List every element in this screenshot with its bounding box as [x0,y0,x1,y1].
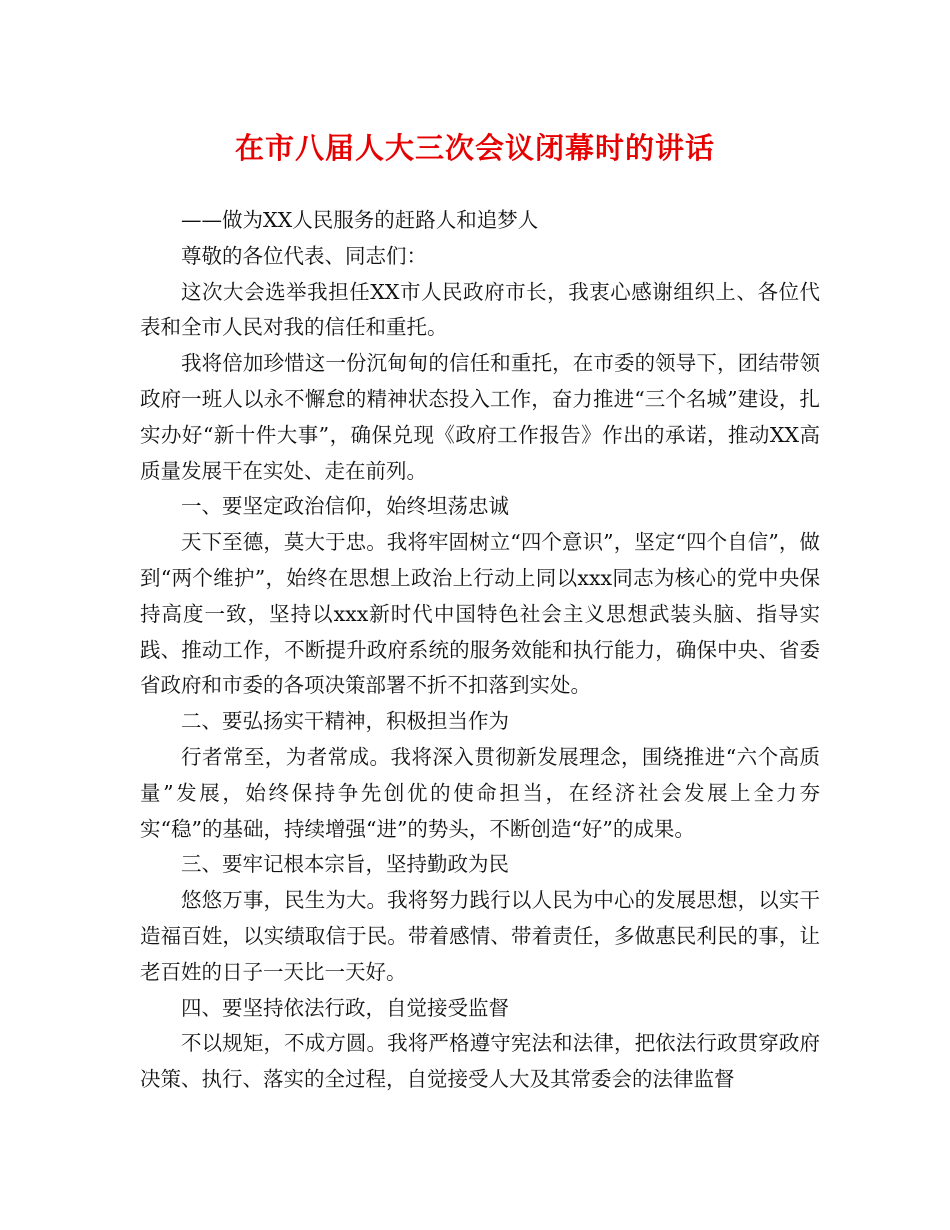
document-title: 在市八届人大三次会议闭幕时的讲话 [234,131,715,165]
section-heading: 一、要坚定政治信仰，始终坦荡忠诚 [181,494,509,519]
section-heading: 四、要坚持依法行政，自觉接受监督 [181,995,509,1020]
paragraph: 我将倍加珍惜这一份沉甸甸的信任和重托，在市委的领导下，团结带领政府一班人以永不懈怠的精神状态投入工作，奋力推进“三个名城”建设，扎实办好“新十件大事”，确保兑现《政府工作报告》作出的承诺，推动XX高质量发展干在实处、走在前列。 [140,351,820,483]
section-heading: 三、要牢记根本宗旨，坚持勤政为民 [181,852,509,877]
paragraph: 悠悠万事，民生为大。我将努力践行以人民为中心的发展思想，以实干造福百姓，以实绩取信于民。带着感情、带着责任，多做惠民利民的事，让老百姓的日子一天比一天好。 [140,888,820,984]
paragraph: 这次大会选举我担任XX市人民政府市长，我衷心感谢组织上、各位代表和全市人民对我的信任和重托。 [140,279,820,340]
section-heading: 二、要弘扬实干精神，积极担当作为 [181,709,509,734]
paragraph: 行者常至，为者常成。我将深入贯彻新发展理念，围绕推进“六个高质量”发展，始终保持争先创优的使命担当，在经济社会发展上全力夯实“稳”的基础，持续增强“进”的势头，不断创造“好”的成果。 [140,744,820,841]
paragraph-salutation: 尊敬的各位代表、同志们： [181,243,427,268]
paragraph: 不以规矩，不成方圆。我将严格遵守宪法和法律，把依法行政贯穿政府决策、执行、落实的全过程，自觉接受人大及其常委会的法律监督 [140,1031,820,1092]
paragraph-subtitle: ——做为XX人民服务的赶路人和追梦人 [181,208,539,232]
paragraph: 天下至德，莫大于忠。我将牢固树立“四个意识”，坚定“四个自信”，做到“两个维护”，始终在思想上政治上行动上同以xxx同志为核心的党中央保持高度一致，坚持以xxx新时代中国特色社会主义思想武装头脑、指导实践、推动工作，不断提升政府系统的服务效能和执行能力，确保中央、省委省政府和市委的各项决策部署不折不扣落到实处。 [140,530,820,698]
document-body [140,203,820,1098]
